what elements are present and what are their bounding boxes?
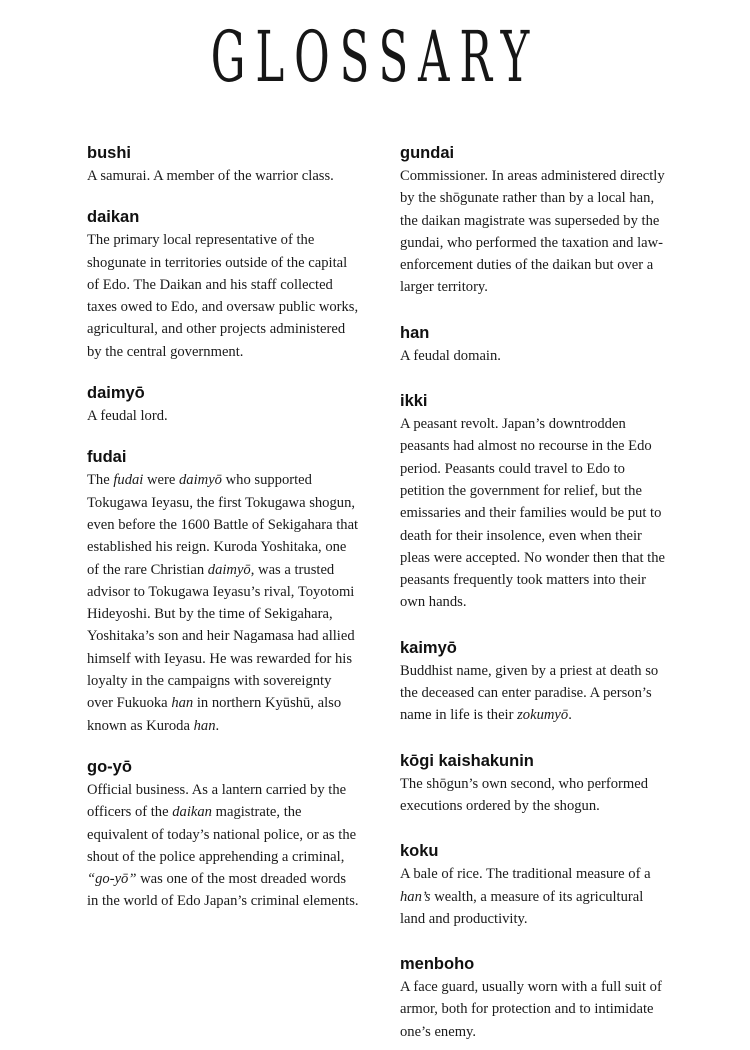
definition-text: . [568,707,572,724]
definition-text: A feudal lord. [87,408,168,425]
definition-text: was one of the most dreaded words in the world of Edo Japan’s criminal elements. [87,871,359,910]
glossary-entry [400,750,668,818]
glossary-term: ikki [400,392,428,411]
glossary-definition [87,229,359,363]
glossary-definition [400,863,668,930]
definition-text: were [143,472,179,489]
glossary-definition [87,405,359,427]
glossary-term: gundai [400,144,455,162]
glossary-entry [87,382,359,427]
glossary-entry [400,142,668,299]
glossary-entry [400,390,668,614]
glossary-definition [400,976,668,1043]
italic-term: han’s [400,888,431,905]
glossary-term: daikan [87,208,140,227]
definition-text: The primary local representative of the shogunate in territories outside of the capital of Edo. The Daikan and his staff collected taxes owed to Edo, and oversaw public works, agricultural, and other projects administered by the central government. [87,232,359,360]
glossary-term: han [400,323,430,342]
definition-text: . [215,717,220,734]
glossary-definition [400,345,668,367]
page-title: GLOSSARY [210,16,540,98]
glossary-entry [400,953,668,1043]
glossary-term: bushi [87,144,131,162]
glossary-term: fudai [87,448,127,467]
glossary-definition [87,469,359,737]
glossary-entry [87,206,359,363]
italic-term: daimyō [179,472,222,489]
definition-text: , was a trusted advisor to Tokugawa Ieyasu’s rival, Toyotomi Hideyoshi. But by the time of Sekigahara, Yoshitaka’s son and heir Nagamasa had allied himself with Ieyasu. He was rewarded for his loyalty in the campaigns with sovereignty over Fukuoka [87,561,355,712]
definition-text: A peasant revolt. Japan’s downtrodden peasants had almost no recourse in the Edo period. Peasants could travel to Edo to petition the government for relief, but the emissaries and their families would be put to death for their insolence, even when their pleas were accepted. No wonder then that the peasants frequently took matters into their own hands. [400,416,666,611]
glossary-definition [400,773,668,818]
italic-term: han [171,695,194,712]
glossary-term: menboho [400,955,475,974]
definition-text: who supported Tokugawa Ieyasu, the first Tokugawa shogun, even before the 1600 Battle of Sekigahara that established his reign. Kuroda Yoshitaka, one of the rare Christian [87,472,359,578]
glossary-term: kaimyō [400,638,457,657]
glossary-definition [400,660,668,727]
glossary-entry [400,637,668,727]
glossary-column-left [87,142,359,913]
glossary-entry [400,322,668,367]
glossary-definition [87,165,359,187]
italic-term: daikan [172,804,212,821]
glossary-column-right [400,142,668,1043]
definition-text: wealth, a measure of its agricultural land and productivity. [400,888,644,927]
glossary-term: go-yō [87,757,132,776]
italic-term: zokumyō [517,707,569,724]
glossary-entry [87,142,359,187]
definition-text: The [87,472,114,489]
definition-text: Commissioner. In areas administered directly by the shōgunate rather than by a local han, the daikan magistrate was superseded by the gundai, who performed the taxation and law-enforcement duties of the daikan but over a larger territory. [400,168,665,296]
definition-text: The shōgun’s own second, who performed executions ordered by the shogun. [400,775,649,814]
definition-text: Official business. As a lantern carried by the officers of the [87,781,347,821]
glossary-definition [400,413,668,614]
glossary-term: daimyō [87,384,145,403]
glossary-term: kōgi kaishakunin [400,751,534,770]
glossary-entry [87,756,359,913]
glossary-definition [400,165,668,299]
definition-text: Buddhist name, given by a priest at death so the deceased can enter paradise. A person’s name in life is their [400,662,659,724]
definition-text: A samurai. A member of the warrior class. [87,168,334,184]
definition-text: A face guard, usually worn with a full suit of armor, both for protection and to intimidate one’s enemy. [400,979,662,1040]
italic-term: han [193,717,216,734]
definition-text: A feudal domain. [400,347,501,364]
definition-text: magistrate, the equivalent of today’s national police, or as the shout of the police apprehending a criminal, [87,804,357,865]
glossary-definition [87,779,359,913]
glossary-entry [87,446,359,737]
italic-term: daimyō [207,561,251,578]
glossary-term: koku [400,842,439,861]
definition-text: A bale of rice. The traditional measure of a [400,866,651,883]
definition-text: in northern Kyūshū, also known as Kuroda [87,695,342,734]
italic-term: “go-yō” [87,871,137,888]
glossary-entry [400,840,668,930]
italic-term: fudai [113,472,144,489]
